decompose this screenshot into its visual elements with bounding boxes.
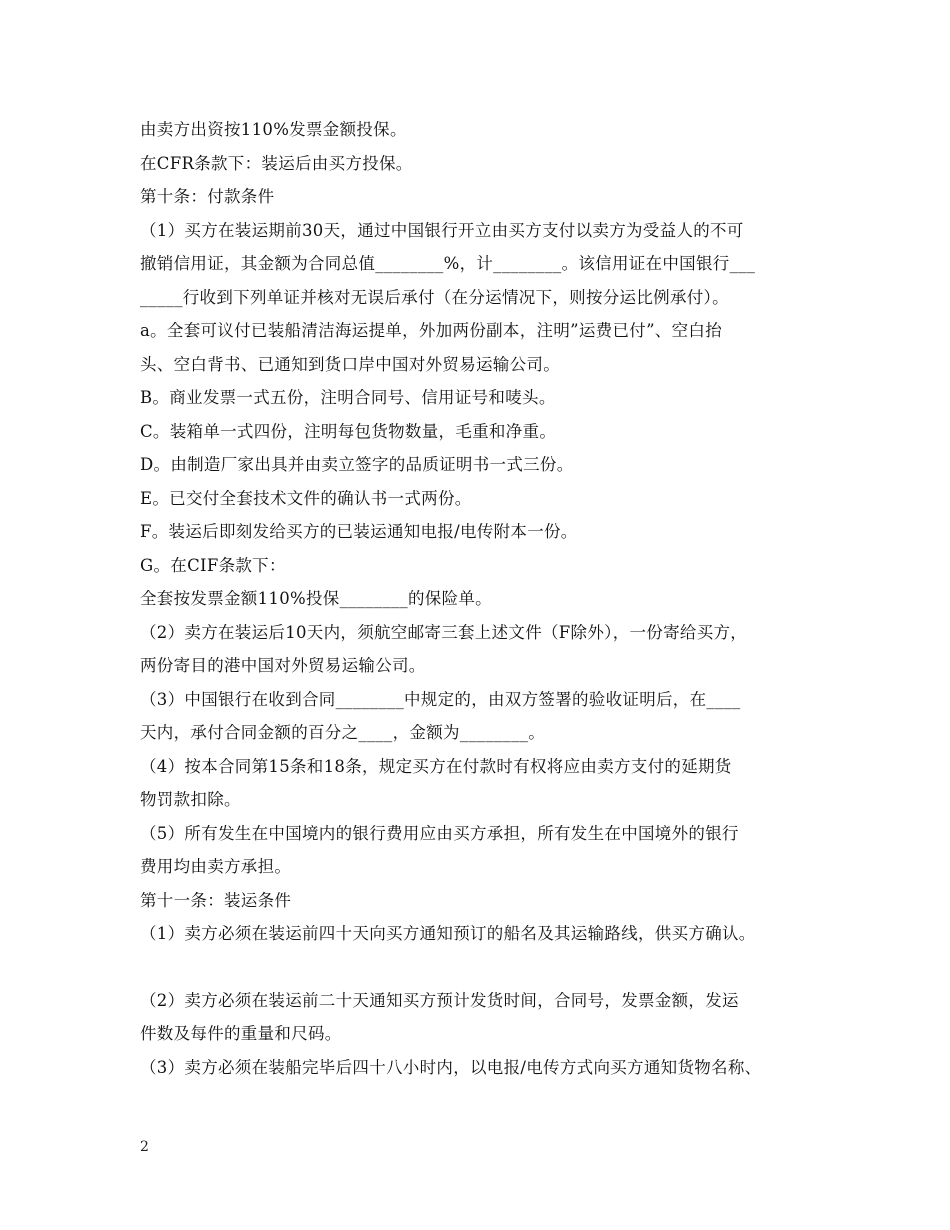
text-line: 在CFR条款下：装运后由买方投保。 (140, 153, 413, 173)
document-body (140, 113, 830, 1084)
text-line: a。全套可议付已装船清洁海运提单，外加两份副本，注明”运费已付”、空白抬 (140, 321, 723, 340)
section-heading: 第十一条：装运条件 (140, 890, 292, 910)
text-line: 费用均由卖方承担。 (140, 857, 292, 876)
text-line: （3）卖方必须在装船完毕后四十八小时内，以电报/电传方式向买方通知货物名称、 (140, 1057, 762, 1077)
text-line: 件数及每件的重量和尺码。 (140, 1024, 342, 1043)
section-heading: 第十条：付款条件 (140, 187, 275, 206)
text-line: （2）卖方必须在装运前二十天通知买方预计发货时间，合同号，发票金额，发运 (140, 990, 739, 1010)
text-line: F。装运后即刻发给买方的已装运通知电报/电传附本一份。 (140, 522, 578, 541)
text-line: C。装箱单一式四份，注明每包货物数量，毛重和净重。 (140, 421, 557, 441)
text-line: 头、空白背书、已通知到货口岸中国对外贸易运输公司。 (140, 354, 560, 374)
text-line: （5）所有发生在中国境内的银行费用应由买方承担，所有发生在中国境外的银行 (140, 823, 739, 843)
text-line: 由卖方出资按110%发票金额投保。 (140, 120, 407, 139)
text-line: 物罚款扣除。 (140, 790, 241, 809)
text-line: （2）卖方在装运后10天内，须航空邮寄三套上述文件（F除外），一份寄给买方， (140, 622, 748, 642)
text-line: B。商业发票一式五份，注明合同号、信用证号和唛头。 (140, 388, 556, 407)
text-line: 全套按发票金额110%投保________的保险单。 (140, 589, 492, 608)
text-line: 天内，承付合同金额的百分之____，金额为________。 (140, 723, 545, 742)
text-line: （3）中国银行在收到合同________中规定的，由双方签署的验收证明后，在____ (140, 689, 741, 709)
text-line: 撤销信用证，其金额为合同总值________%，计________。该信用证在中国银行___ (140, 254, 756, 273)
text-line: （1）卖方必须在装运前四十天向买方通知预订的船名及其运输路线，供买方确认。 (140, 924, 756, 943)
text-line: 两份寄目的港中国对外贸易运输公司。 (140, 656, 426, 675)
text-line: D。由制造厂家出具并由卖立签字的品质证明书一式三份。 (140, 455, 574, 474)
text-line: （1）买方在装运期前30天，通过中国银行开立由买方支付以卖方为受益人的不可 (140, 220, 744, 240)
text-line: _____行收到下列单证并核对无误后承付（在分运情况下，则按分运比例承付）。 (140, 287, 729, 307)
page-number: 2 (140, 1139, 149, 1155)
text-line: （4）按本合同第15条和18条，规定买方在付款时有权将应由卖方支付的延期货 (140, 756, 732, 776)
text-line: E。已交付全套技术文件的确认书一式两份。 (140, 488, 472, 508)
text-line: G。在CIF条款下： (140, 555, 286, 575)
